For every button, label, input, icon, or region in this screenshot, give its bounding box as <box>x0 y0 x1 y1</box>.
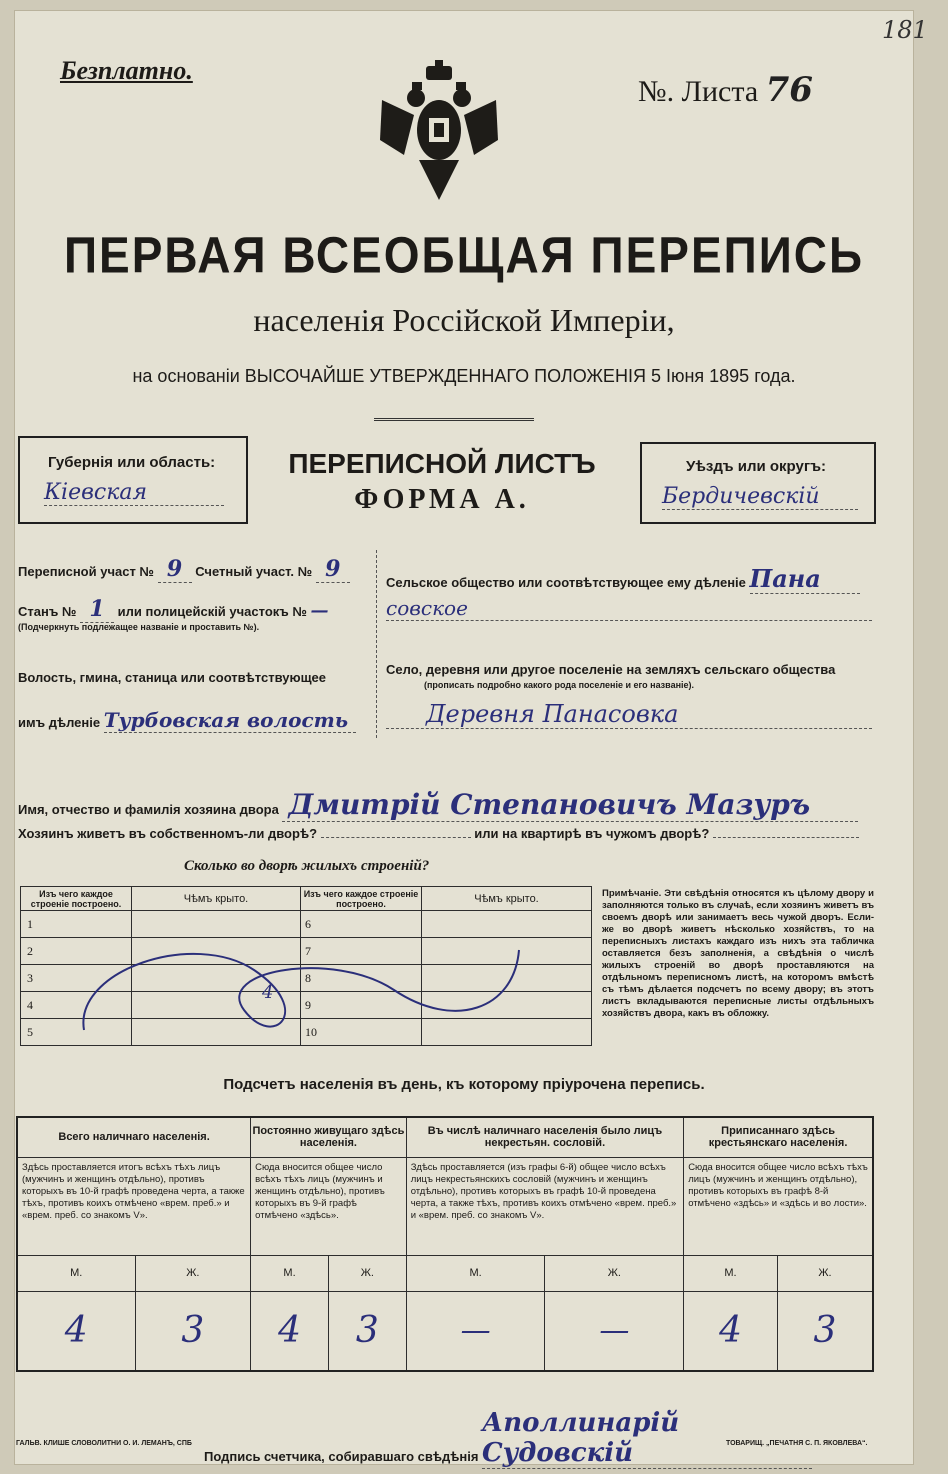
free-label: Безплатно. <box>60 56 193 85</box>
table-row: 10 <box>301 1019 422 1046</box>
volost-row <box>18 708 356 733</box>
rent-field <box>713 837 859 838</box>
col-roof-left: Чѣмъ крыто. <box>132 887 301 911</box>
table-row: 3 <box>21 965 132 992</box>
tally-male-value: 4 <box>684 1291 778 1371</box>
tally-col-desc: Сюда вносится общее число всѣхъ тѣхъ лицъ (мужчинъ и женщинъ отдѣльно), противъ которыхъ въ графѣ 8-й отмѣчено «здѣсь» и «здѣсь и во лости». <box>684 1157 873 1255</box>
owner-name-label: Имя, отчество и фамилія хозяина двора <box>18 802 279 817</box>
col-roof-right: Чѣмъ крыто. <box>422 887 592 911</box>
legal-basis: на основаніи ВЫСОЧАЙШЕ УТВЕРЖДЕННАГО ПОЛОЖЕНІЯ 5 Іюня 1895 года. <box>132 366 796 386</box>
stan-value: 1 <box>80 596 114 623</box>
own-yard-field <box>321 837 471 838</box>
buildings-note: Примѣчаніе. Эти свѣдѣнія относятся къ цѣлому двору и заполняются только въ случаѣ, если хозяинъ живетъ въ своемъ дворѣ или занимаетъ весь чужой дворъ. Если-же во дворѣ живетъ нѣсколько хозяйствъ, то на переписныхъ листахъ каждаго изъ нихъ эта табличка оставляется безъ заполненія, а свѣдѣнія о числѣ жилыхъ строеній во дворѣ проставляются на отдѣльномъ переписномъ листѣ, на которомъ вмѣстѣ съ тѣмъ дѣлается подсчетъ по всему двору; въ этотъ листъ вкладываются переписные листы отдѣльныхъ хозяйствъ двора, какъ въ обложку. <box>602 888 874 1019</box>
table-row: 9 <box>301 992 422 1019</box>
table-row: 2 <box>21 938 132 965</box>
owner-name-value: Дмитрій Степановичъ Мазуръ <box>282 788 858 822</box>
main-title: ПЕРВАЯ ВСЕОБЩАЯ ПЕРЕПИСЬ <box>63 226 865 284</box>
tally-male-value: — <box>406 1291 545 1371</box>
village-note: (прописать подробно какого рода поселеніе и его названіе). <box>424 680 695 690</box>
footer-right: ТОВАРИЩ. „ПЕЧАТНЯ С. П. ЯКОВЛЕВА“. <box>726 1440 868 1447</box>
signature-value: Аполлинарій Судовскій <box>482 1408 812 1469</box>
sheet-number-label <box>638 70 813 110</box>
police-value: — <box>310 600 329 621</box>
district-value: Бердичевскій <box>662 484 858 510</box>
table-row: 7 <box>301 938 422 965</box>
tally-female-value: 3 <box>777 1291 873 1371</box>
village-value: Деревня Панасовка <box>386 700 872 729</box>
signature-row <box>204 1408 812 1469</box>
table-row: 4 <box>21 992 132 1019</box>
col-material-left: Изъ чего каждое строеніе построено. <box>21 887 132 911</box>
cancel-scribble-icon <box>74 910 534 1060</box>
m-label: М. <box>251 1255 329 1291</box>
province-value: Кіевская <box>44 480 224 506</box>
signature-label: Подпись счетчика, собиравшаго свѣдѣнія <box>204 1449 479 1464</box>
province-box <box>18 436 248 524</box>
owner-name-row <box>18 788 858 822</box>
table-row: 8 <box>301 965 422 992</box>
yard-row <box>18 826 872 841</box>
volost-label-2: имъ дѣленіе <box>18 715 101 730</box>
corner-number: 181 <box>882 16 928 44</box>
col-material-right: Изъ чего каждое строеніе построено. <box>301 887 422 911</box>
volost-label-1: Волость, гмина, станица или соотвѣтствующее <box>18 670 327 685</box>
village-label: Село, деревня или другое поселеніе на земляхъ сельскаго общества <box>386 662 836 677</box>
tally-female-value: 3 <box>135 1291 251 1371</box>
f-label: Ж. <box>545 1255 684 1291</box>
table-row: 6 <box>301 911 422 938</box>
society-value-1: Пана <box>750 564 860 594</box>
census-section-label: Переписной участ № <box>18 564 154 579</box>
double-headed-eagle-icon <box>374 60 504 210</box>
census-section-value: 9 <box>158 556 192 583</box>
province-label: Губернія или область: <box>48 454 216 471</box>
f-label: Ж. <box>777 1255 873 1291</box>
table-row: 1 <box>21 911 132 938</box>
tally-col-title: Въ числѣ наличнаго населенія было лицъ некрестьян. сословій. <box>406 1117 684 1157</box>
society-label: Сельское общество или соотвѣтствующее ему дѣленіе <box>386 575 746 590</box>
own-yard-label: Хозяинъ живетъ въ собственномъ-ли дворѣ? <box>18 826 318 841</box>
tally-male-value: 4 <box>251 1291 329 1371</box>
subtitle: населенія Россійской Имперіи, <box>253 302 675 338</box>
society-value-2: совское <box>386 596 872 621</box>
police-label: или полицейскій участокъ № <box>117 604 307 619</box>
district-box <box>640 442 876 524</box>
tally-female-value: 3 <box>328 1291 406 1371</box>
m-label: М. <box>17 1255 135 1291</box>
column-divider <box>376 550 377 738</box>
ornament-divider <box>374 418 534 421</box>
district-label: Уѣздъ или округъ: <box>686 458 827 475</box>
tally-col-title: Постоянно живущаго здѣсь населенія. <box>251 1117 407 1157</box>
m-label: М. <box>684 1255 778 1291</box>
m-label: М. <box>406 1255 545 1291</box>
tally-col-title: Всего наличнаго населенія. <box>17 1117 251 1157</box>
tally-female-value: — <box>545 1291 684 1371</box>
census-sheet <box>14 10 928 1468</box>
census-section-row <box>18 556 350 583</box>
buildings-question: Сколько во дворѣ жилыхъ строеній? <box>184 858 430 874</box>
stan-row <box>18 596 329 623</box>
table-row: 5 <box>21 1019 132 1046</box>
f-label: Ж. <box>135 1255 251 1291</box>
tally-col-title: Приписаннаго здѣсь крестьянскаго населенія. <box>684 1117 873 1157</box>
sheet-label-text: №. Листа <box>638 75 759 108</box>
scribble-mark: 4 <box>262 982 274 1003</box>
sheet-title: ПЕРЕПИСНОЙ ЛИСТЪ <box>288 448 596 479</box>
tally-male-value: 4 <box>17 1291 135 1371</box>
society-row <box>386 564 860 594</box>
underline-note: (Подчеркнуть подлежащее названіе и проставить №). <box>18 622 260 632</box>
f-label: Ж. <box>328 1255 406 1291</box>
counting-section-label: Счетный участ. № <box>195 564 313 579</box>
tally-col-desc: Здѣсь проставляется итогъ всѣхъ тѣхъ лицъ (мужчинъ и женщинъ отдѣльно), противъ которыхъ въ 10-й графѣ проведена черта, а также тѣхъ, противъ коихъ отмѣчено «врем. преб.» и «врем. преб. со знакомъ V». <box>17 1157 251 1255</box>
tally-col-desc: Сюда вносится общее число всѣхъ тѣхъ лицъ (мужчинъ и женщинъ отдѣльно), противъ которыхъ въ 9-й графѣ отмѣчено «здѣсь». <box>251 1157 407 1255</box>
volost-value: Турбовская волость <box>104 708 356 733</box>
footer-left: ГАЛЬВ. КЛИШЕ СЛОВОЛИТНИ О. И. ЛЕМАНЪ, СПБ <box>16 1440 192 1447</box>
counting-section-value: 9 <box>316 556 350 583</box>
tally-table <box>16 1116 874 1372</box>
form-name: ФОРМА А. <box>354 484 530 515</box>
tally-col-desc: Здѣсь проставляется (изъ графы 6-й) общее число всѣхъ лицъ некрестьянскихъ сословій (мужчинъ и женщинъ отдѣльно), противъ которыхъ въ графѣ 10-й проведена черта, а также тѣхъ, противъ коихъ отмѣчено «врем. преб.» и «врем. преб. со знакомъ V». <box>406 1157 684 1255</box>
tally-heading: Подсчетъ населенія въ день, къ которому пріурочена перепись. <box>223 1076 705 1093</box>
sheet-number-value: 76 <box>765 70 813 110</box>
stan-label: Станъ № <box>18 604 77 619</box>
rent-label: или на квартирѣ въ чужомъ дворѣ? <box>474 826 710 841</box>
